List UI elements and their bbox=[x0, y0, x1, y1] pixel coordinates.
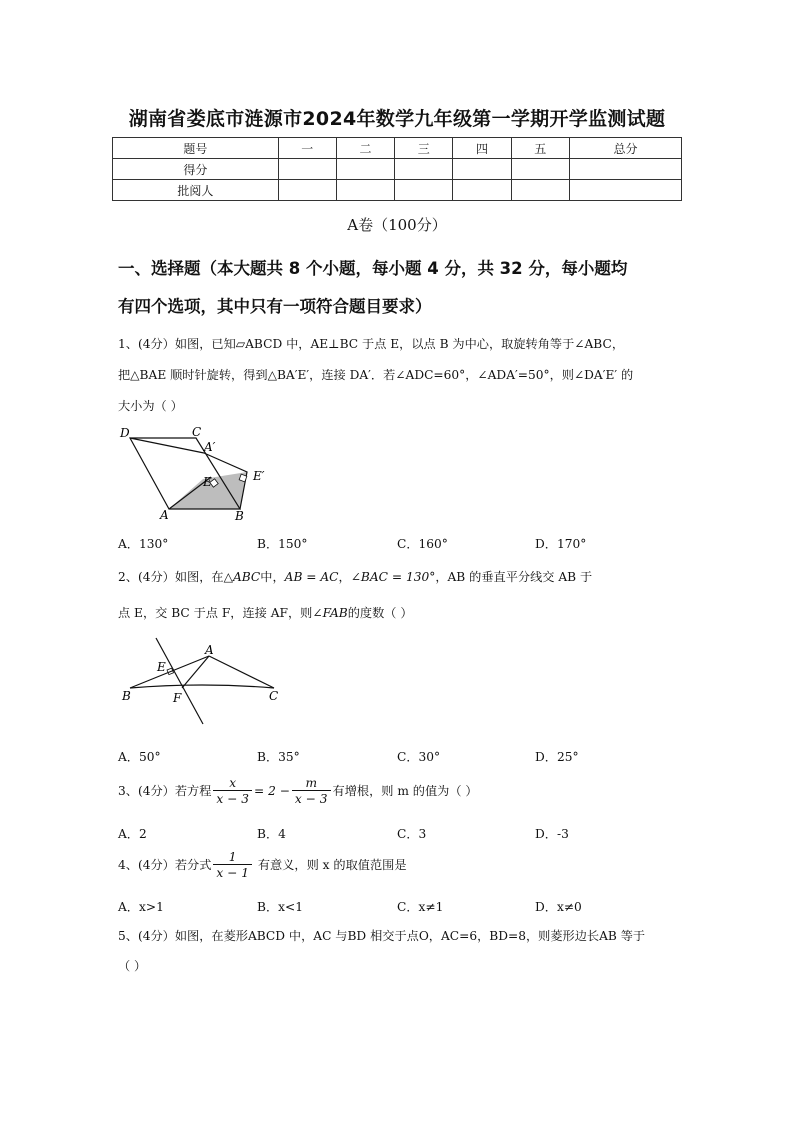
question-4-stem bbox=[118, 850, 678, 881]
point-label: A bbox=[160, 508, 169, 522]
score-table-cell[interactable] bbox=[395, 159, 453, 180]
q2-text: 点 E，交 BC 于点 F，连接 AF，则 bbox=[118, 606, 313, 620]
point-label: E′ bbox=[253, 469, 265, 483]
q2-text: ， bbox=[338, 570, 351, 584]
exam-title: 湖南省娄底市涟源市2024年数学九年级第一学期开学监测试题 bbox=[128, 108, 666, 130]
segment-bc bbox=[130, 685, 274, 688]
q2-math: AB = AC bbox=[284, 570, 339, 584]
score-table-header-row bbox=[113, 138, 682, 159]
score-table-row bbox=[113, 180, 682, 201]
option-d[interactable]: D．25° bbox=[535, 750, 579, 764]
score-table-cell[interactable] bbox=[453, 159, 511, 180]
question-5-line1: 5、(4分）如图，在菱形ABCD 中，AC 与BD 相交于点O，AC=6，BD=8，则菱形边长AB 等于 bbox=[118, 929, 646, 943]
segment-ba bbox=[130, 656, 209, 688]
fraction bbox=[213, 850, 252, 881]
fraction-numerator: 1 bbox=[213, 850, 252, 865]
option-a[interactable]: A．2 bbox=[118, 827, 147, 841]
question-1-line2: 把△BAE 顺时针旋转，得到△BA′E′，连接 DA′．若∠ADC=60°，∠ADA′=50°，则∠DA′E′ 的 bbox=[118, 368, 634, 382]
score-table-cell: 批阅人 bbox=[113, 180, 279, 201]
fraction-denominator: x − 3 bbox=[216, 792, 249, 806]
point-label: E bbox=[203, 475, 212, 489]
perpendicular-bisector bbox=[156, 638, 203, 724]
point-label: B bbox=[235, 509, 244, 523]
option-c[interactable]: C．3 bbox=[397, 827, 427, 841]
section-heading-line1: 一、选择题（本大题共 8 个小题，每小题 4 分，共 32 分，每小题均 bbox=[118, 259, 628, 278]
score-table-cell[interactable] bbox=[511, 159, 569, 180]
option-b[interactable]: B．x<1 bbox=[257, 900, 303, 914]
q3-text: 有增根，则 m 的值为（ ） bbox=[332, 784, 478, 798]
question-5-line2: （ ） bbox=[118, 959, 147, 973]
point-label: E bbox=[157, 660, 166, 674]
q2-text: 中， bbox=[260, 570, 285, 584]
q3-text: 3、(4分）若方程 bbox=[118, 784, 212, 798]
section-heading-line2: 有四个选项，其中只有一项符合题目要求） bbox=[118, 297, 432, 316]
q2-text: 的度数（ ） bbox=[347, 606, 413, 620]
question-1-line1: 1、(4分）如图，已知▱ABCD 中，AE⊥BC 于点 E，以点 B 为中心，取旋转角等于∠ABC， bbox=[118, 337, 625, 351]
score-table-cell: 三 bbox=[395, 138, 453, 159]
segment-da1 bbox=[130, 438, 204, 453]
fraction-numerator: x bbox=[213, 776, 252, 791]
option-d[interactable]: D．x≠0 bbox=[535, 900, 582, 914]
score-table-cell[interactable] bbox=[511, 180, 569, 201]
score-table-cell: 四 bbox=[453, 138, 511, 159]
score-table bbox=[112, 137, 682, 201]
option-c[interactable]: C．160° bbox=[397, 537, 448, 551]
score-table-cell: 二 bbox=[336, 138, 394, 159]
score-table-cell[interactable] bbox=[569, 180, 681, 201]
option-a[interactable]: A．x>1 bbox=[118, 900, 164, 914]
score-table-cell[interactable] bbox=[278, 159, 336, 180]
score-table-cell: 题号 bbox=[113, 138, 279, 159]
question-2-line2 bbox=[118, 606, 678, 620]
option-b[interactable]: B．4 bbox=[257, 827, 286, 841]
q2-text: ，AB 的垂直平分线交 AB 于 bbox=[435, 570, 593, 584]
option-b[interactable]: B．35° bbox=[257, 750, 300, 764]
option-c[interactable]: C．30° bbox=[397, 750, 441, 764]
option-d[interactable]: D．-3 bbox=[535, 827, 569, 841]
point-label: B bbox=[122, 689, 131, 703]
fraction bbox=[213, 776, 252, 807]
point-label: C bbox=[269, 689, 279, 703]
q2-math: ∠BAC = 130° bbox=[350, 570, 436, 584]
score-table-cell: 总分 bbox=[569, 138, 681, 159]
option-a[interactable]: A．50° bbox=[118, 750, 161, 764]
q2-text: 2、(4分）如图，在 bbox=[118, 570, 224, 584]
point-label: A bbox=[205, 643, 214, 657]
option-a[interactable]: A．130° bbox=[118, 537, 169, 551]
question-1-figure bbox=[112, 420, 282, 525]
fraction-denominator: x − 1 bbox=[216, 866, 249, 880]
point-label: A′ bbox=[204, 440, 216, 454]
q4-text: 4、(4分）若分式 bbox=[118, 858, 212, 872]
question-1-line3: 大小为（ ） bbox=[118, 399, 183, 413]
q2-math: ∠FAB bbox=[312, 606, 348, 620]
question-2-line1 bbox=[118, 570, 678, 584]
fraction bbox=[292, 776, 331, 807]
fraction-denominator: x − 3 bbox=[294, 792, 328, 806]
score-table-cell[interactable] bbox=[395, 180, 453, 201]
option-b[interactable]: B．150° bbox=[257, 537, 308, 551]
score-table-row bbox=[113, 159, 682, 180]
fraction-numerator: m bbox=[292, 776, 331, 791]
option-c[interactable]: C．x≠1 bbox=[397, 900, 444, 914]
score-table-cell[interactable] bbox=[278, 180, 336, 201]
q2-math: △ABC bbox=[223, 570, 261, 584]
score-table-cell[interactable] bbox=[336, 180, 394, 201]
q4-text: 有意义，则 x 的取值范围是 bbox=[253, 858, 407, 872]
segment-fa bbox=[182, 656, 209, 688]
question-2-figure bbox=[116, 632, 291, 727]
point-label: D bbox=[120, 426, 130, 440]
point-label: C bbox=[192, 425, 202, 439]
score-table-cell[interactable] bbox=[336, 159, 394, 180]
score-table-cell[interactable] bbox=[453, 180, 511, 201]
question-3-stem bbox=[118, 776, 678, 807]
q3-math: = 2 − bbox=[253, 784, 290, 798]
score-table-cell: 一 bbox=[278, 138, 336, 159]
option-d[interactable]: D．170° bbox=[535, 537, 587, 551]
point-label: F bbox=[173, 691, 182, 705]
score-table-cell[interactable] bbox=[569, 159, 681, 180]
part-a-heading: A卷（100分） bbox=[347, 216, 447, 234]
segment-ac bbox=[209, 656, 274, 688]
score-table-cell: 得分 bbox=[113, 159, 279, 180]
score-table-cell: 五 bbox=[511, 138, 569, 159]
